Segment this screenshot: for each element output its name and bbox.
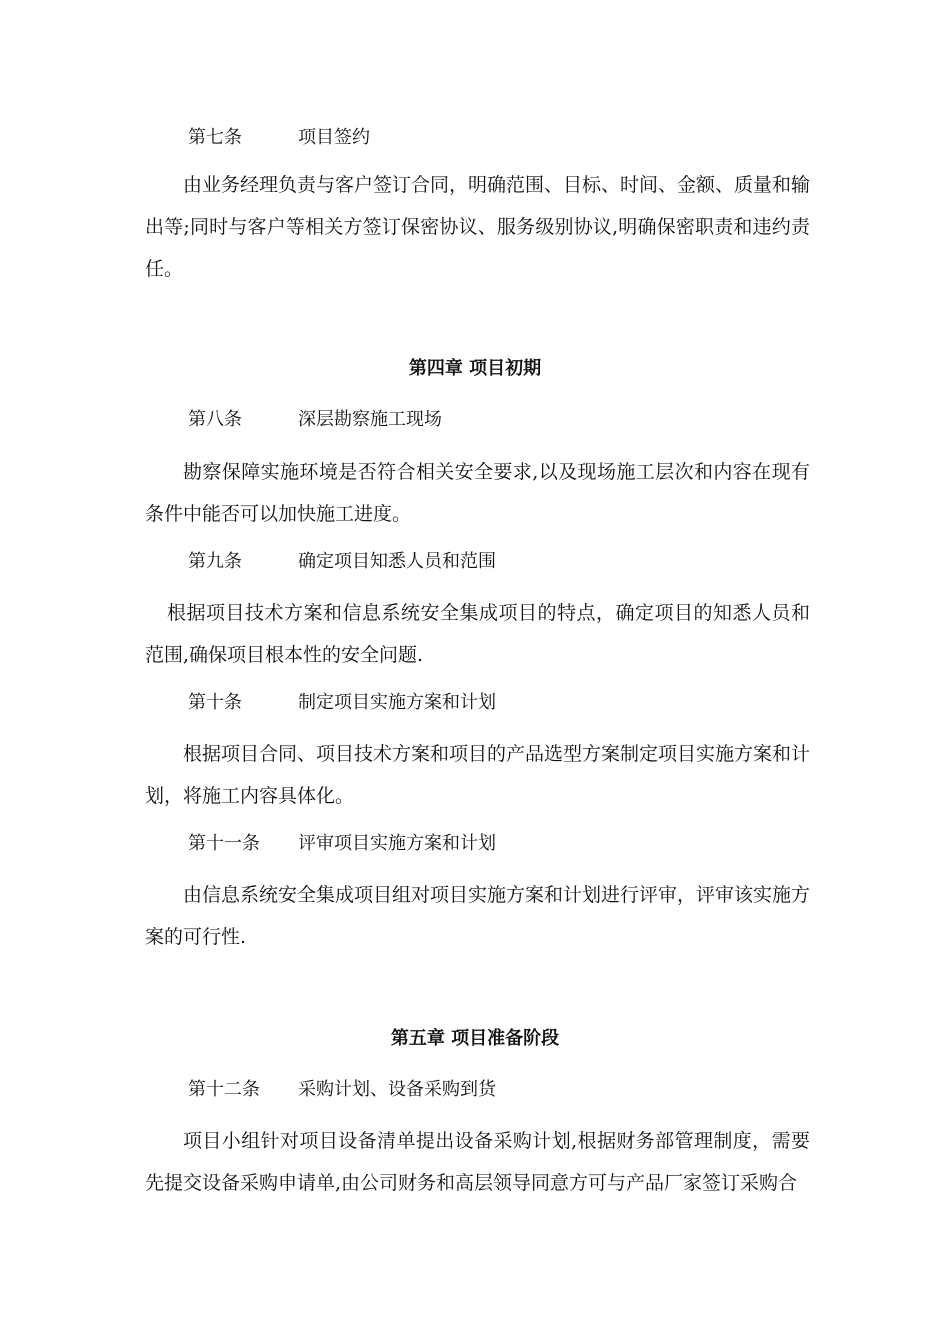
- article-body: 由业务经理负责与客户签订合同，明确范围、目标、时间、金额、质量和输出等;同时与客户等相关方签订保密协议、服务级别协议,明确保密职责和违约责任。: [145, 174, 811, 280]
- article-heading: [188, 691, 496, 715]
- chapter-heading: 第四章 项目初期: [408, 358, 542, 379]
- article-title: 采购计划、设备采购到货: [298, 1079, 496, 1100]
- article-title: 制定项目实施方案和计划: [298, 692, 496, 713]
- article-number: 第十二条: [188, 1079, 260, 1100]
- article-number: 第八条: [188, 409, 242, 430]
- article-heading: [188, 550, 496, 574]
- article-heading: [188, 408, 442, 432]
- article-body: 根据项目合同、项目技术方案和项目的产品选型方案制定项目实施方案和计划，将施工内容具体化。: [145, 743, 811, 807]
- chapter-heading: 第五章 项目准备阶段: [390, 1028, 560, 1049]
- article-heading: [188, 832, 496, 856]
- article-body: 勘察保障实施环境是否符合相关安全要求,以及现场施工层次和内容在现有条件中能否可以加快施工进度。: [145, 461, 810, 525]
- article-heading: [188, 126, 370, 150]
- article-body: 根据项目技术方案和信息系统安全集成项目的特点，确定项目的知悉人员和范围,确保项目根本性的安全问题.: [145, 602, 810, 666]
- article-title: 评审项目实施方案和计划: [298, 833, 496, 854]
- article-number: 第九条: [188, 551, 242, 572]
- article-number: 第十一条: [188, 833, 260, 854]
- article-heading: [188, 1078, 496, 1102]
- article-title: 项目签约: [298, 127, 370, 148]
- article-title: 确定项目知悉人员和范围: [298, 551, 496, 572]
- article-number: 第七条: [188, 127, 242, 148]
- article-number: 第十条: [188, 692, 242, 713]
- article-body: 由信息系统安全集成项目组对项目实施方案和计划进行评审，评审该实施方案的可行性.: [145, 884, 811, 948]
- article-title: 深层勘察施工现场: [298, 409, 442, 430]
- article-body: 项目小组针对项目设备清单提出设备采购计划,根据财务部管理制度，需要先提交设备采购申请单,由公司财务和高层领导同意方可与产品厂家签订采购合: [145, 1130, 810, 1194]
